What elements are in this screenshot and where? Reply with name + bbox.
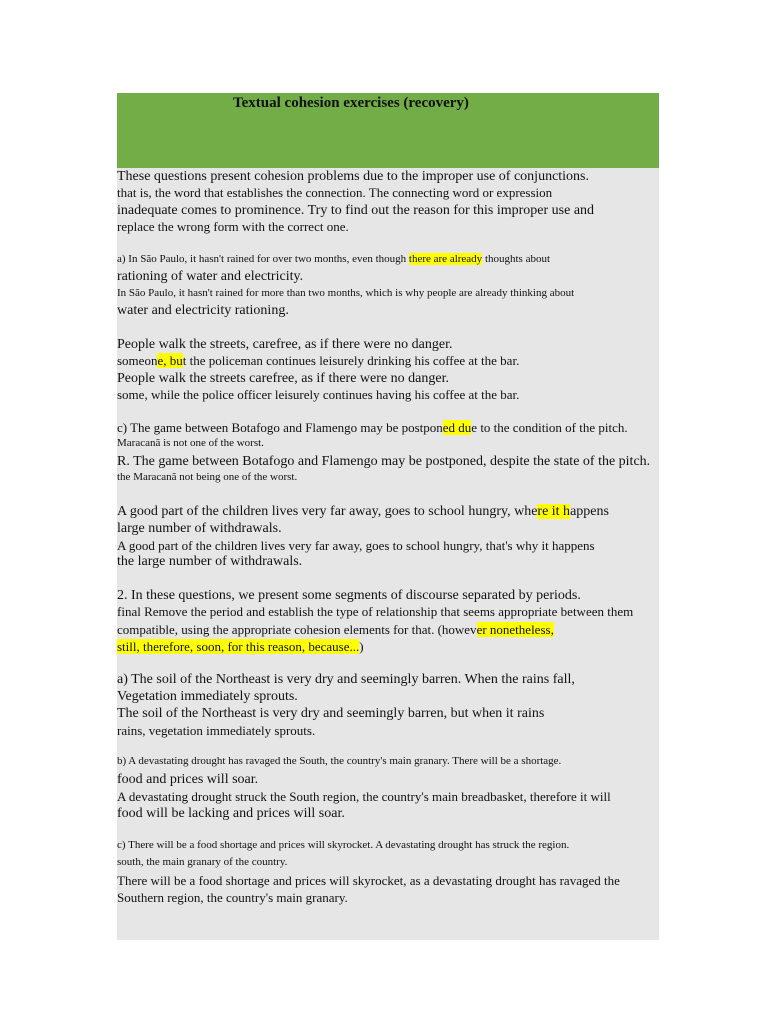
text-line: [117, 690, 298, 704]
text-segment: compatible, using the appropriate cohesion elements for that. (howev: [117, 622, 477, 637]
text-segment: There will be a food shortage and prices will skyrocket, as a devastating drought has ravaged the: [117, 873, 620, 888]
highlighted-text: er nonetheless,: [476, 622, 554, 637]
text-segment: water and electricity rationing.: [117, 303, 289, 318]
text-segment: appens: [570, 504, 609, 519]
text-line: [117, 270, 303, 284]
text-line: [117, 170, 589, 184]
highlighted-text: e, bu: [157, 353, 183, 368]
text-segment: food and prices will soar.: [117, 772, 259, 787]
text-line: [117, 438, 264, 449]
text-line: [117, 640, 364, 653]
text-segment: food will be lacking and prices will soar.: [117, 806, 345, 821]
text-line: [117, 254, 550, 265]
text-segment: t the policeman continues leisurely drinking his coffee at the bar.: [182, 353, 520, 368]
text-line: [117, 372, 449, 386]
text-segment: Southern region, the country's main granary.: [117, 890, 348, 905]
text-line: [117, 204, 594, 218]
text-segment: rationing of water and electricity.: [117, 269, 304, 284]
text-segment: A good part of the children lives very far away, goes to school hungry, that's why it happens: [117, 538, 595, 553]
text-segment: e to the condition of the pitch.: [471, 420, 628, 435]
text-segment: ): [359, 639, 364, 654]
text-line: [117, 623, 554, 636]
text-segment: south, the main granary of the country.: [117, 856, 288, 868]
highlighted-text: still, therefore, soon, for this reason, because...: [117, 639, 360, 654]
text-line: [117, 857, 287, 868]
text-line: [117, 891, 348, 904]
text-segment: A devastating drought struck the South region, the country's main breadbasket, therefore it will: [117, 789, 611, 804]
text-line: [117, 421, 628, 434]
text-segment: These questions present cohesion problems due to the improper use of conjunctions.: [117, 169, 590, 184]
highlighted-text: there are already: [408, 253, 483, 265]
text-line: [117, 388, 519, 401]
text-line: [117, 522, 282, 536]
text-segment: R. The game between Botafogo and Flamengo may be postponed, despite the state of the pitch.: [117, 454, 651, 469]
text-segment: People walk the streets, carefree, as if there were no danger.: [117, 337, 453, 352]
text-segment: a) In São Paulo, it hasn't rained for over two months, even though: [117, 253, 409, 265]
text-segment: some, while the police officer leisurely continues having his coffee at the bar.: [117, 387, 520, 402]
text-line: [117, 472, 297, 483]
text-line: [117, 840, 569, 851]
text-segment: c) There will be a food shortage and prices will skyrocket. A devastating drought has struck the region.: [117, 839, 570, 851]
text-segment: the large number of withdrawals.: [117, 554, 303, 569]
text-line: [117, 288, 574, 299]
text-line: [117, 354, 519, 367]
highlighted-text: re it h: [537, 504, 571, 519]
text-segment: Vegetation immediately sprouts.: [117, 689, 298, 704]
text-line: [117, 673, 575, 687]
text-segment: The soil of the Northeast is very dry and seemingly barren, but when it rains: [117, 706, 545, 721]
text-line: [117, 186, 552, 199]
text-line: [117, 874, 620, 887]
text-line: [117, 555, 302, 569]
text-segment: People walk the streets carefree, as if there were no danger.: [117, 371, 449, 386]
text-line: [117, 589, 581, 603]
text-line: [117, 605, 633, 618]
text-segment: inadequate comes to prominence. Try to find out the reason for this improper use and: [117, 203, 595, 218]
text-segment: A good part of the children lives very far away, goes to school hungry, whe: [117, 504, 538, 519]
text-segment: Maracanã is not one of the worst.: [117, 437, 264, 449]
text-segment: final Remove the period and establish the type of relationship that seems appropriate between them: [117, 604, 634, 619]
text-line: [117, 455, 650, 469]
text-line: [117, 338, 452, 352]
text-segment: thoughts about: [482, 253, 551, 265]
text-segment: someon: [117, 353, 158, 368]
text-line: [117, 539, 595, 552]
text-line: [117, 773, 258, 787]
text-segment: replace the wrong form with the correct one.: [117, 219, 349, 234]
text-line: [117, 505, 609, 519]
text-line: [117, 807, 345, 821]
text-segment: that is, the word that establishes the connection. The connecting word or expression: [117, 185, 553, 200]
text-line: [117, 707, 544, 721]
text-line: [117, 724, 315, 737]
text-line: [117, 220, 349, 233]
text-segment: b) A devastating drought has ravaged the South, the country's main granary. There will be a shortage.: [117, 755, 562, 767]
text-segment: In São Paulo, it hasn't rained for more than two months, which is why people are already thinking about: [117, 287, 575, 299]
text-line: [117, 304, 289, 318]
text-segment: c) The game between Botafogo and Flamengo may be postpon: [117, 420, 443, 435]
text-line: [117, 790, 611, 803]
text-segment: rains, vegetation immediately sprouts.: [117, 723, 316, 738]
text-segment: 2. In these questions, we present some segments of discourse separated by periods.: [117, 588, 581, 603]
highlighted-text: ed du: [442, 420, 472, 435]
document-title: Textual cohesion exercises (recovery): [233, 95, 469, 111]
text-segment: large number of withdrawals.: [117, 521, 282, 536]
text-line: [117, 756, 561, 767]
text-segment: a) The soil of the Northeast is very dry and seemingly barren. When the rains fall,: [117, 672, 575, 687]
text-segment: the Maracanã not being one of the worst.: [117, 471, 298, 483]
